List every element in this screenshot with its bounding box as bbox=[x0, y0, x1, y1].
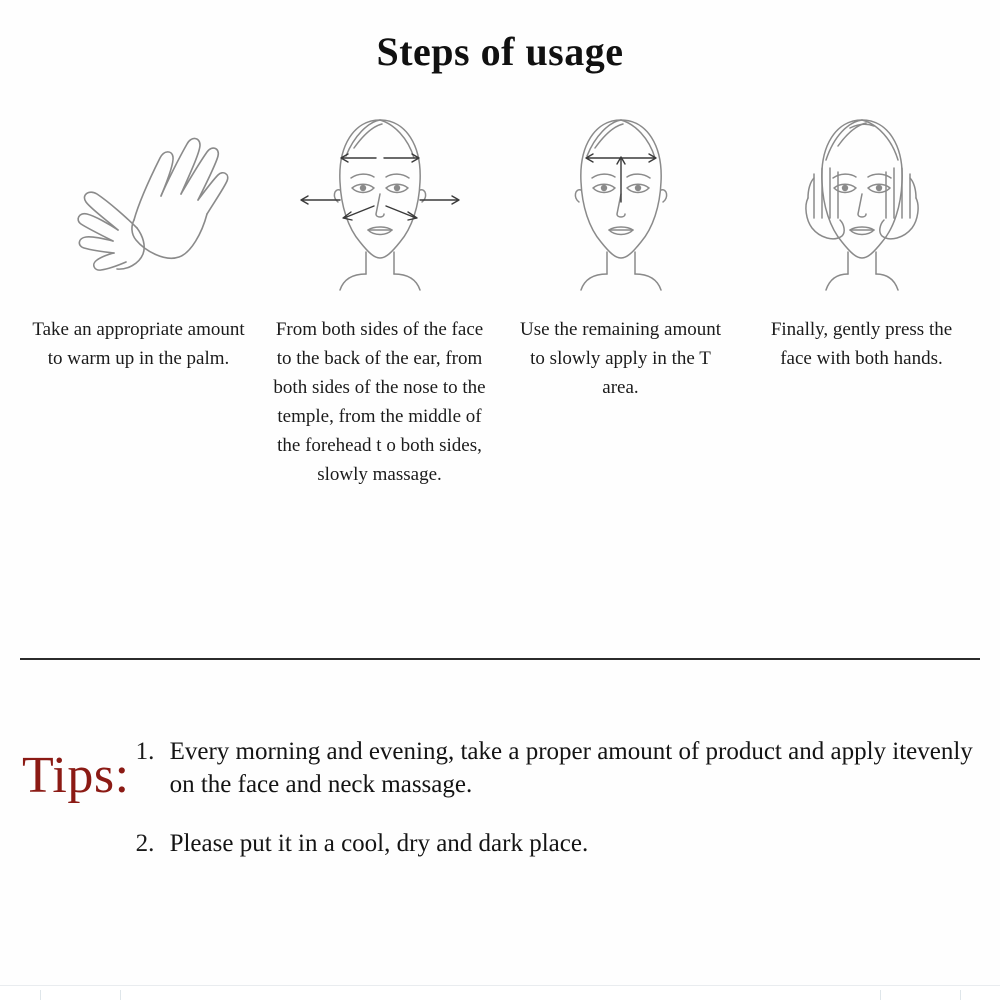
step-item bbox=[18, 97, 259, 373]
tip-number: 1. bbox=[135, 738, 155, 765]
step-item bbox=[259, 97, 500, 489]
tips-label: Tips: bbox=[22, 747, 130, 804]
step-caption: Take an appropriate amount to warm up in the palm. bbox=[32, 319, 245, 369]
step-caption: Finally, gently press the face with both hands. bbox=[770, 319, 953, 369]
step-caption: From both sides of the face to the back of the ear, from both sides of the nose to the temple, from the middle of the forehead t o both sides, slowly massage. bbox=[273, 319, 486, 485]
tip-text: Every morning and evening, take a proper amount of product and apply itevenly on the face and neck massage. bbox=[169, 738, 973, 798]
tip-number: 2. bbox=[135, 830, 155, 857]
step-item bbox=[741, 97, 982, 373]
face-t-zone-arrows-icon bbox=[506, 97, 736, 297]
tips-list bbox=[136, 735, 1000, 886]
face-press-hands-icon bbox=[747, 97, 977, 297]
tips-section bbox=[0, 735, 1000, 886]
step-item bbox=[500, 97, 741, 402]
list-item bbox=[136, 735, 1000, 801]
tip-text: Please put it in a cool, dry and dark place. bbox=[169, 830, 589, 857]
step-caption: Use the remaining amount to slowly apply in the T area. bbox=[519, 319, 722, 398]
page-title: Steps of usage bbox=[376, 29, 624, 74]
steps-row bbox=[0, 75, 1000, 489]
face-outward-arrows-icon bbox=[265, 97, 495, 297]
hands-rubbing-icon bbox=[24, 97, 254, 297]
list-item bbox=[136, 827, 1000, 860]
page-bottom-edge bbox=[0, 985, 1000, 1000]
section-divider bbox=[20, 658, 980, 660]
